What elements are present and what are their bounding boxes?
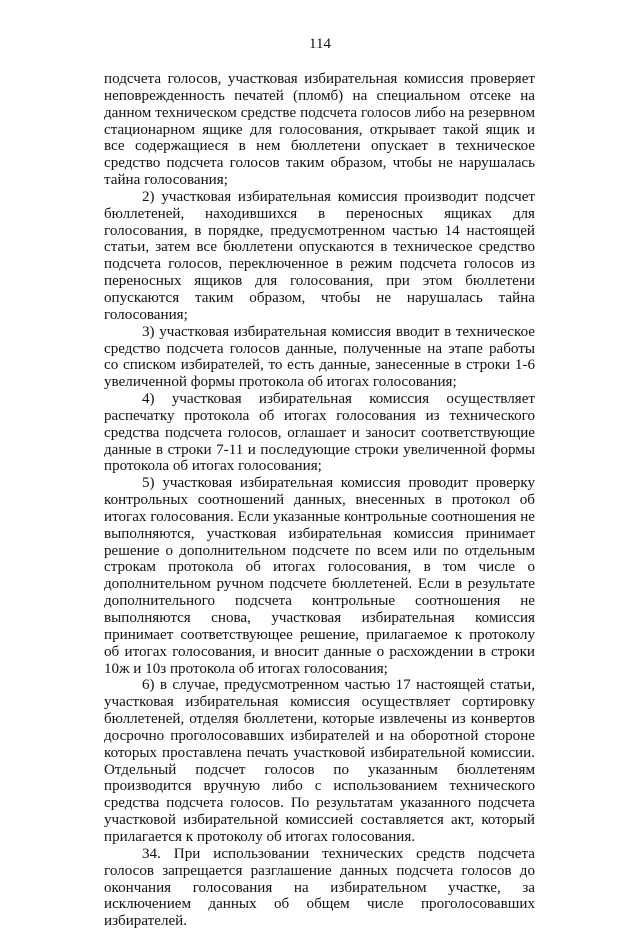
paragraph-item-5: 5) участковая избирательная комиссия проводит проверку контрольных соотношений данных, внесенных в протокол об итогах голосования. Если указанные контрольные соотношения не выполняются, участковая избирательная комиссия принимает решение о дополнительном подсчете по всем или по отдельным строкам протокола об итогах голосования, в том числе о дополнительном ручном подсчете бюллетеней. Если в результате дополнительного подсчета контрольные соотношения не выполняются снова, участковая избирательная комиссия принимает соответствующее решение, прилагаемое к протоколу об итогах голосования, и вносит данные о расхождении в строки 10ж и 10з протокола об итогах голосования; bbox=[104, 475, 535, 677]
page-number: 114 bbox=[309, 36, 331, 52]
paragraph-section-34: 34. При использовании технических средств подсчета голосов запрещается разглашение данных подсчета голосов до окончания голосования на избирательном участке, за исключением данных об общем числе проголосовавших избирателей. bbox=[104, 845, 535, 930]
text-body bbox=[104, 71, 535, 930]
paragraph-item-4: 4) участковая избирательная комиссия осуществляет распечатку протокола об итогах голосования из технического средства подсчета голосов, оглашает и заносит соответствующие данные в строки 7-11 и последующие строки увеличенной формы протокола об итогах голосования; bbox=[104, 391, 535, 475]
paragraph-item-2: 2) участковая избирательная комиссия производит подсчет бюллетеней, находившихся в переносных ящиках для голосования, в порядке, предусмотренном частью 14 настоящей статьи, затем все бюллетени опускаются в техническое средство подсчета голосов, переключенное в режим подсчета голосов из переносных ящиков для голосования, при этом бюллетени опускаются таким образом, чтобы не нарушалась тайна голосования; bbox=[104, 188, 535, 323]
paragraph-item-6: 6) в случае, предусмотренном частью 17 настоящей статьи, участковая избирательная комиссия осуществляет сортировку бюллетеней, отделяя бюллетени, которые извлечены из конвертов досрочно проголосовавших избирателей и на оборотной стороне которых проставлена печать участковой избирательной комиссии. Отдельный подсчет голосов по указанным бюллетеням производится вручную либо с использованием технического средства подсчета голосов. По результатам указанного подсчета участковой избирательной комиссией составляется акт, который прилагается к протоколу об итогах голосования. bbox=[104, 677, 535, 845]
paragraph-continuation: подсчета голосов, участковая избирательная комиссия проверяет неповрежденность печатей (пломб) на специальном отсеке на данном техническом средстве подсчета голосов либо на резервном стационарном ящике для голосования, открывает такой ящик и все содержащиеся в нем бюллетени опускает в техническое средство подсчета голосов таким образом, чтобы не нарушалась тайна голосования; bbox=[104, 71, 535, 189]
paragraph-item-3: 3) участковая избирательная комиссия вводит в техническое средство подсчета голосов данные, полученные на этапе работы со списком избирателей, то есть данные, занесенные в строки 1-6 увеличенной формы протокола об итогах голосования; bbox=[104, 323, 535, 391]
